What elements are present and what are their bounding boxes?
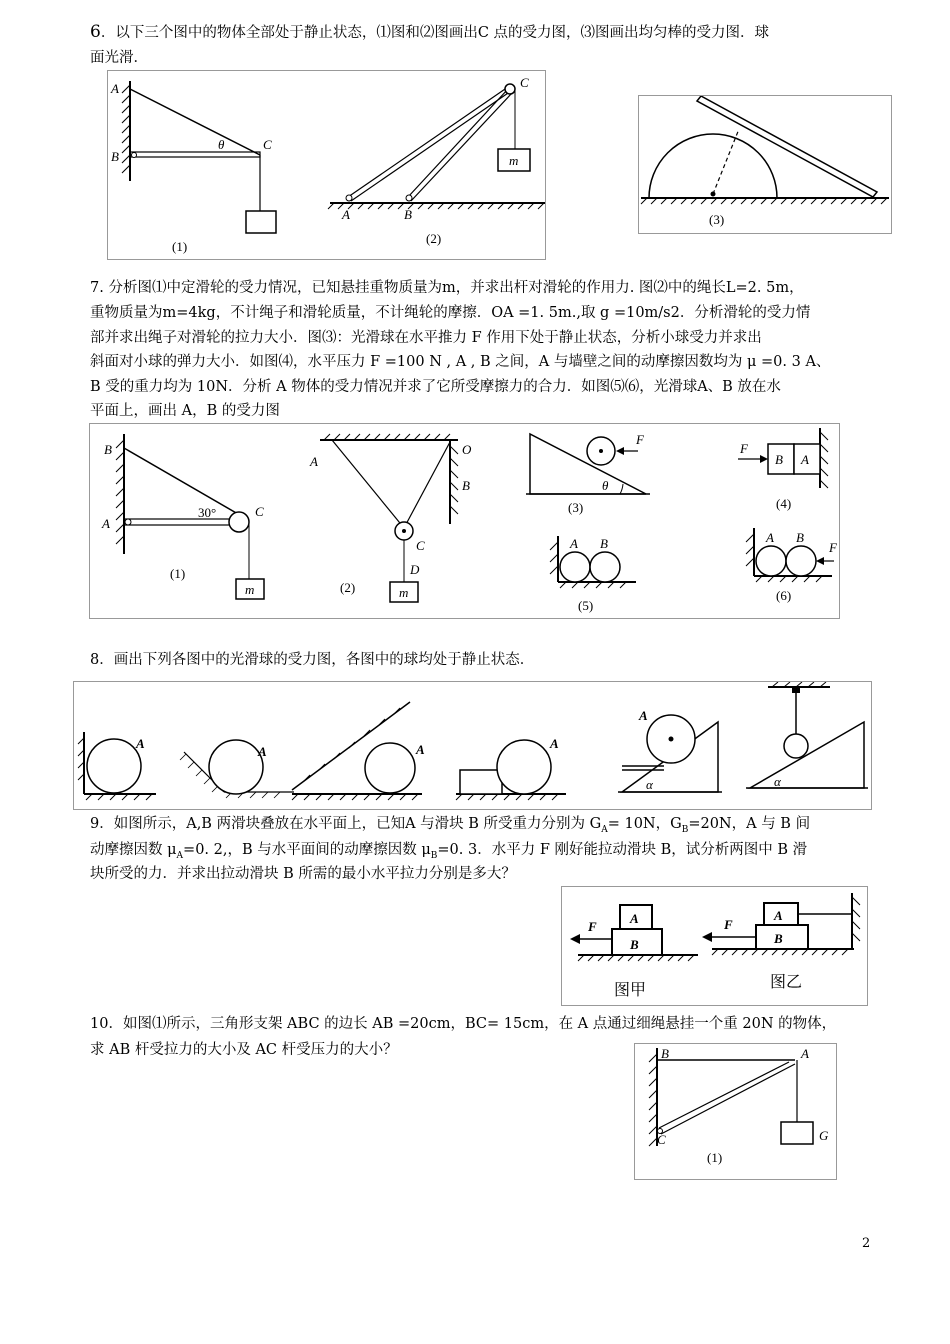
- q7-fig3-label-f: F: [636, 432, 644, 447]
- q6-figure-box-3: [638, 95, 892, 234]
- q7-fig4-label-b: B: [775, 452, 783, 467]
- q7-fig5-caption: (5): [578, 598, 594, 613]
- q6-fig1-caption: (1): [172, 239, 188, 254]
- q6-fig2-label-a: A: [342, 207, 350, 222]
- q6-figure-box-1-2: [107, 70, 546, 260]
- q9-line1-c: =20N，A 与 B 间: [688, 816, 811, 832]
- q6-figure-1-2-drawing: [108, 71, 545, 259]
- q6-fig2-label-b: B: [404, 207, 412, 222]
- q10-figure-box: [634, 1043, 837, 1180]
- q6-text-line1: [90, 20, 769, 45]
- q9-yi-label-a: A: [774, 908, 783, 923]
- q8-fig5-label-alpha: α: [646, 777, 653, 792]
- q8-fig2-label-a: A: [258, 744, 267, 759]
- q7-fig6-caption: (6): [776, 588, 792, 603]
- q9-yi-label-f: F: [724, 917, 733, 932]
- q8-fig3-label-a: A: [416, 742, 425, 757]
- q6-fig1-label-a: A: [111, 81, 119, 96]
- q6-fig2-caption: (2): [426, 231, 442, 246]
- q8-fig6-label-alpha: α: [774, 774, 781, 789]
- q6-fig1-label-theta: θ: [218, 137, 225, 152]
- q10-line1: 10．如图⑴所示，三角形支架 ABC 的边长 AB =20cm，BC= 15cm，在 A 点通过细绳悬挂一个重 20N 的物体，: [90, 1016, 837, 1032]
- q10-caption: (1): [707, 1150, 723, 1165]
- q8-figure-box: [73, 681, 872, 810]
- q6-fig2-label-m: m: [509, 153, 519, 168]
- q7-line4: 斜面对小球的弹力大小．如图⑷，水平压力 F =100 N , A , B 之间，A 与墙壁之间的动摩擦因数均为 μ =0. 3 A、: [90, 354, 831, 370]
- q9-sub-b: B: [681, 824, 689, 835]
- q8-fig5-label-a: A: [639, 708, 648, 723]
- page-number: 2: [862, 1236, 871, 1251]
- q7-fig1-label-c: C: [255, 504, 264, 519]
- q9-figures-drawing: [562, 887, 867, 1005]
- q7-line3: 部并求出绳子对滑轮的拉力大小．图⑶：光滑球在水平推力 F 作用下处于静止状态，分析小球受力并求出: [90, 330, 762, 346]
- q7-fig2-label-b: B: [462, 478, 470, 493]
- q7-fig2-label-d: D: [410, 562, 420, 577]
- q7-fig6-label-a: A: [766, 530, 774, 545]
- q9-jia-label-f: F: [588, 919, 597, 934]
- q7-fig1-caption: (1): [170, 566, 186, 581]
- q7-fig3-label-theta: θ: [602, 478, 609, 493]
- q10-label-c: C: [657, 1132, 666, 1147]
- q7-fig2-label-a: A: [310, 454, 318, 469]
- q6-fig3-caption: (3): [709, 212, 725, 227]
- q7-figures-drawing: [90, 424, 839, 618]
- q9-caption-jia: 图甲: [614, 982, 647, 999]
- q6-fig1-label-c: C: [263, 137, 272, 152]
- q9-line2-b: =0. 2,，B 与水平面间的动摩擦因数 μ: [183, 842, 431, 858]
- q9-line3: 块所受的力．并求出拉动滑块 B 所需的最小水平拉力分别是多大？: [90, 866, 516, 882]
- q6-text-line2: 面光滑．: [90, 50, 148, 66]
- q7-fig6-label-b: B: [796, 530, 804, 545]
- q7-fig3-caption: (3): [568, 500, 584, 515]
- q6-figure-3-drawing: [639, 96, 891, 233]
- q7-fig2-label-m: m: [399, 585, 409, 600]
- q6-line1: ．以下三个图中的物体全部处于静止状态，⑴图和⑵图画出C 点的受力图，⑶图画出均匀棒的受力图．球: [100, 25, 770, 41]
- q7-fig1-angle: 30°: [198, 505, 217, 520]
- q10-label-g: G: [819, 1128, 829, 1143]
- q9-line1-a: 9．如图所示，A,B 两滑块叠放在水平面上，已知A 与滑块 B 所受重力分别为 G: [90, 816, 602, 832]
- q7-fig1-label-m: m: [245, 582, 255, 597]
- q10-line2: 求 AB 杆受拉力的大小及 AC 杆受压力的大小？: [90, 1042, 398, 1058]
- q8-figures-drawing: [74, 682, 871, 809]
- q6-fig2-label-c: C: [520, 75, 529, 90]
- q6-number: 6: [90, 22, 101, 42]
- q9-caption-yi: 图乙: [770, 974, 803, 991]
- q10-label-a: A: [801, 1046, 809, 1061]
- q9-jia-label-b: B: [630, 937, 639, 952]
- q6-fig1-label-b: B: [111, 149, 119, 164]
- q9-sub-d: B: [430, 850, 438, 861]
- q9-line1-b: = 10N，G: [607, 816, 682, 832]
- q7-fig1-label-a: A: [102, 516, 110, 531]
- q8-fig1-label-a: A: [136, 736, 145, 751]
- q7-fig5-label-b: B: [600, 536, 608, 551]
- q7-fig5-label-a: A: [570, 536, 578, 551]
- q7-line2: 重物质量为m=4kg，不计绳子和滑轮质量，不计绳轮的摩擦．OA =1. 5m.,取 g =10m/s2．分析滑轮的受力情: [90, 305, 811, 321]
- q10-label-b: B: [661, 1046, 669, 1061]
- q7-fig4-label-f: F: [740, 441, 748, 456]
- q7-line5: B 受的重力均为 10N．分析 A 物体的受力情况并求了它所受摩擦力的合力．如图⑸⑹，光滑球A、B 放在水: [90, 379, 781, 395]
- q9-line2-a: 动摩擦因数 μ: [90, 842, 177, 858]
- q7-line1: 7. 分析图⑴中定滑轮的受力情况，已知悬挂重物质量为m，并求出杆对滑轮的作用力. 图⑵中的绳长L=2. 5m，: [90, 280, 804, 296]
- q9-figure-box: [561, 886, 868, 1006]
- q8-fig4-label-a: A: [550, 736, 559, 751]
- q7-fig2-label-c: C: [416, 538, 425, 553]
- q7-fig6-label-f: F: [829, 540, 837, 555]
- q7-fig4-label-a: A: [801, 452, 809, 467]
- q7-fig4-caption: (4): [776, 496, 792, 511]
- q9-jia-label-a: A: [630, 911, 639, 926]
- q7-fig2-caption: (2): [340, 580, 356, 595]
- q7-line6: 平面上，画出 A，B 的受力图: [90, 403, 280, 419]
- q9-yi-label-b: B: [774, 931, 783, 946]
- q7-figure-box: [89, 423, 840, 619]
- q9-sub-c: A: [176, 850, 184, 861]
- q8-text: 8．画出下列各图中的光滑球的受力图，各图中的球均处于静止状态．: [90, 652, 535, 668]
- q7-fig2-label-o: O: [462, 442, 472, 457]
- q9-line2-c: =0. 3．水平力 F 刚好能拉动滑块 B，试分析两图中 B 滑: [437, 842, 808, 858]
- q10-figure-drawing: [635, 1044, 836, 1179]
- q7-fig1-label-b: B: [104, 442, 112, 457]
- q9-sub-a: A: [601, 824, 608, 835]
